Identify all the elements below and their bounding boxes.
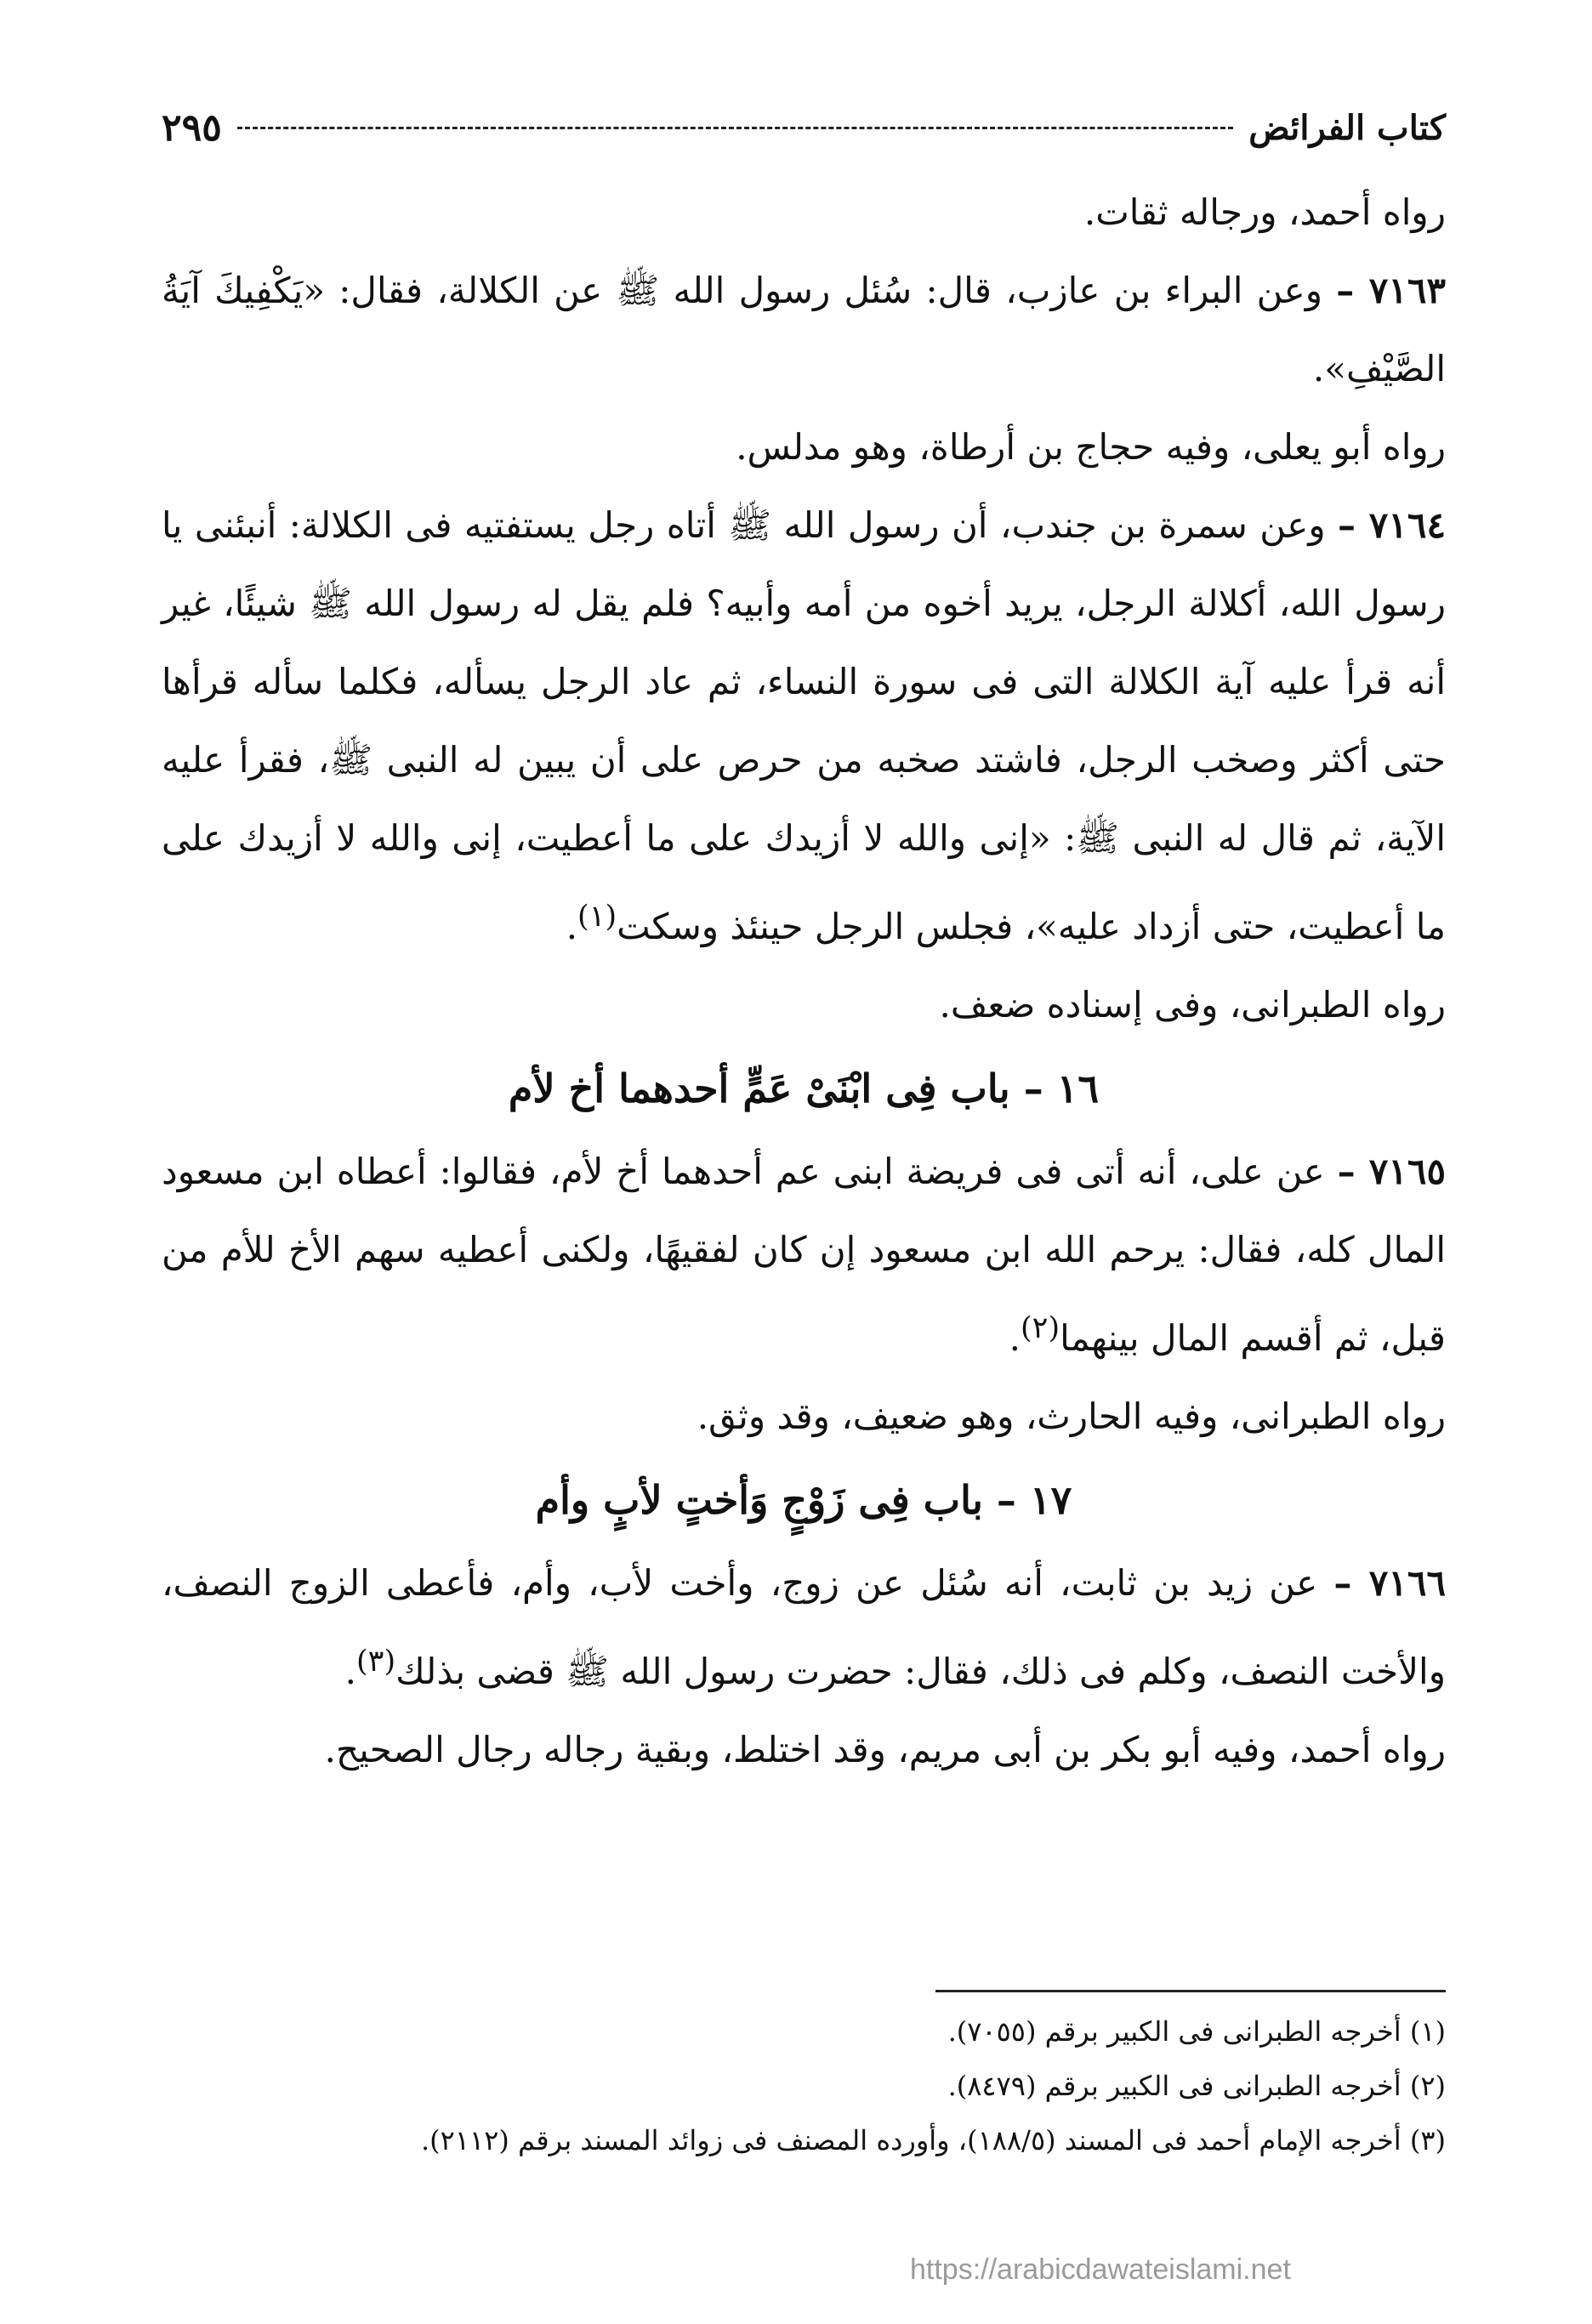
hadith-7163 [162, 252, 1446, 408]
narration-note-5 [162, 1711, 1446, 1789]
page-number: ٢٩٥ [162, 105, 222, 150]
footnotes-section [162, 1990, 1446, 2168]
footnote-ref-2: (٢) [1021, 1311, 1060, 1345]
narration-note-4-text: رواه الطبرانى، وفيه الحارث، وهو ضعيف، وقد وثق. [696, 1395, 1446, 1437]
hadith-text-7166: عن زيد بن ثابت، أنه سُئل عن زوج، وأخت لأب، وأم، فأعطى الزوج النصف، والأخت النصف، وكلم فى ذلك، فقال: حضرت رسول الله ﷺ قضى بذلك [162, 1562, 1446, 1692]
footnote-ref-3: (٣) [356, 1645, 396, 1679]
footnote-separator [935, 1990, 1446, 1992]
hadith-number-7166: ٧١٦٦ – [1333, 1562, 1447, 1604]
footnote-1: (١) أخرجه الطبرانى فى الكبير برقم (٧٠٥٥). [947, 2015, 1446, 2048]
narration-note-2-text: رواه أبو يعلى، وفيه حجاج بن أرطاة، وهو مدلس. [736, 426, 1446, 468]
narration-note-1 [162, 173, 1446, 252]
narration-note-2 [162, 408, 1446, 486]
narration-note-4 [162, 1378, 1446, 1456]
narration-note-5-text: رواه أحمد، وفيه أبو بكر بن أبى مريم، وقد اختلط، وبقية رجاله رجال الصحيح. [324, 1729, 1446, 1770]
watermark-url: https://arabicdawateislami.net [910, 2253, 1291, 2286]
hadith-7165: ٧١٦٥ – عن على، أنه أتى فى فريضة ابنى عم أحدهما أخ لأم، فقالوا: أعطاه ابن مسعود المال كله، فقال: يرحم الله ابن مسعود إن كان لفقيهًا، ولكنى أعطيه سهم الأخ للأم من قبل، ثم أقسم المال بينهما$^{(٢)}$. [162, 1151, 1446, 1359]
footnote-3: (٣) أخرجه الإمام أحمد فى المسند (١٨٨/٥)، وأورده المصنف فى زوائد المسند برقم (٢١١٢). [421, 2124, 1446, 2156]
footnote-2: (٢) أخرجه الطبرانى فى الكبير برقم (٨٤٧٩). [947, 2070, 1446, 2102]
narration-note-1-text: رواه أحمد، ورجاله ثقات. [1083, 191, 1446, 233]
hadith-number-7164: ٧١٦٤ – [1338, 504, 1446, 546]
narration-note-3-text: رواه الطبرانى، وفى إسناده ضعف. [939, 984, 1446, 1026]
hadith-7166: ٧١٦٦ – عن زيد بن ثابت، أنه سُئل عن زوج، وأخت لأب، وأم، فأعطى الزوج النصف، والأخت النصف، وكلم فى ذلك، فقال: حضرت رسول الله ﷺ قضى بذلك$^{(٣)}$. [162, 1562, 1447, 1692]
hadith-number-7165: ٧١٦٥ – [1337, 1151, 1446, 1192]
header-dashed-rule [237, 127, 1233, 129]
hadith-text-7163: وعن البراء بن عازب، قال: سُئل رسول الله ﷺ عن الكلالة، فقال: «يَكْفِيكَ آيَةُ الصَّيْفِ». [162, 270, 1446, 389]
hadith-text-7165: عن على، أنه أتى فى فريضة ابنى عم أحدهما أخ لأم، فقالوا: أعطاه ابن مسعود المال كله، فقال: يرحم الله ابن مسعود إن كان لفقيهًا، ولكنى أعطيه سهم الأخ للأم من قبل، ثم أقسم المال بينهما [162, 1151, 1446, 1359]
narration-note-3 [162, 966, 1446, 1044]
hadith-7164: ٧١٦٤ – وعن سمرة بن جندب، أن رسول الله ﷺ أتاه رجل يستفتيه فى الكلالة: أنبئنى يا رسول الله، أكلالة الرجل، يريد أخوه من أمه وأبيه؟ فلم يقل له رسول الله ﷺ شيئًا، غير أنه قرأ عليه آية الكلالة التى فى سورة النساء، ثم عاد الرجل يسأله، فكلما سأله قرأها حتى أكثر وصخب الرجل، فاشتد صخبه من حرص على أن يبين له النبى ﷺ، فقرأ عليه الآية، ثم قال له النبى ﷺ: «إنى والله لا أزيدك على ما أعطيت، إنى والله لا أزيدك على ما أعطيت، حتى أزداد عليه»، فجلس الرجل حينئذ وسكت$^{(١)}$. [162, 504, 1446, 947]
chapter-heading-17: ١٧ – باب فِى زَوْجٍ وَأختٍ لأبٍ وأم [535, 1477, 1072, 1523]
page-header [162, 94, 1446, 162]
footnote-ref-1: (١) [577, 900, 617, 934]
hadith-text-7164: وعن سمرة بن جندب، أن رسول الله ﷺ أتاه رجل يستفتيه فى الكلالة: أنبئنى يا رسول الله، أكلالة الرجل، يريد أخوه من أمه وأبيه؟ فلم يقل له رسول الله ﷺ شيئًا، غير أنه قرأ عليه آية الكلالة التى فى سورة النساء، ثم عاد الرجل يسأله، فكلما سأله قرأها حتى أكثر وصخب الرجل، فاشتد صخبه من حرص على أن يبين له النبى ﷺ، فقرأ عليه الآية، ثم قال له النبى ﷺ: «إنى والله لا أزيدك على ما أعطيت، إنى والله لا أزيدك على ما أعطيت، حتى أزداد عليه»، فجلس الرجل حينئذ وسكت [162, 504, 1446, 947]
hadith-number-7163: ٧١٦٣ – [1336, 270, 1446, 311]
page-content [162, 94, 1446, 1789]
chapter-heading-16: ١٦ – باب فِى ابْنَىْ عَمٍّ أحدهما أخ لأم [508, 1065, 1100, 1111]
book-title: كتاب الفرائض [1248, 107, 1446, 148]
